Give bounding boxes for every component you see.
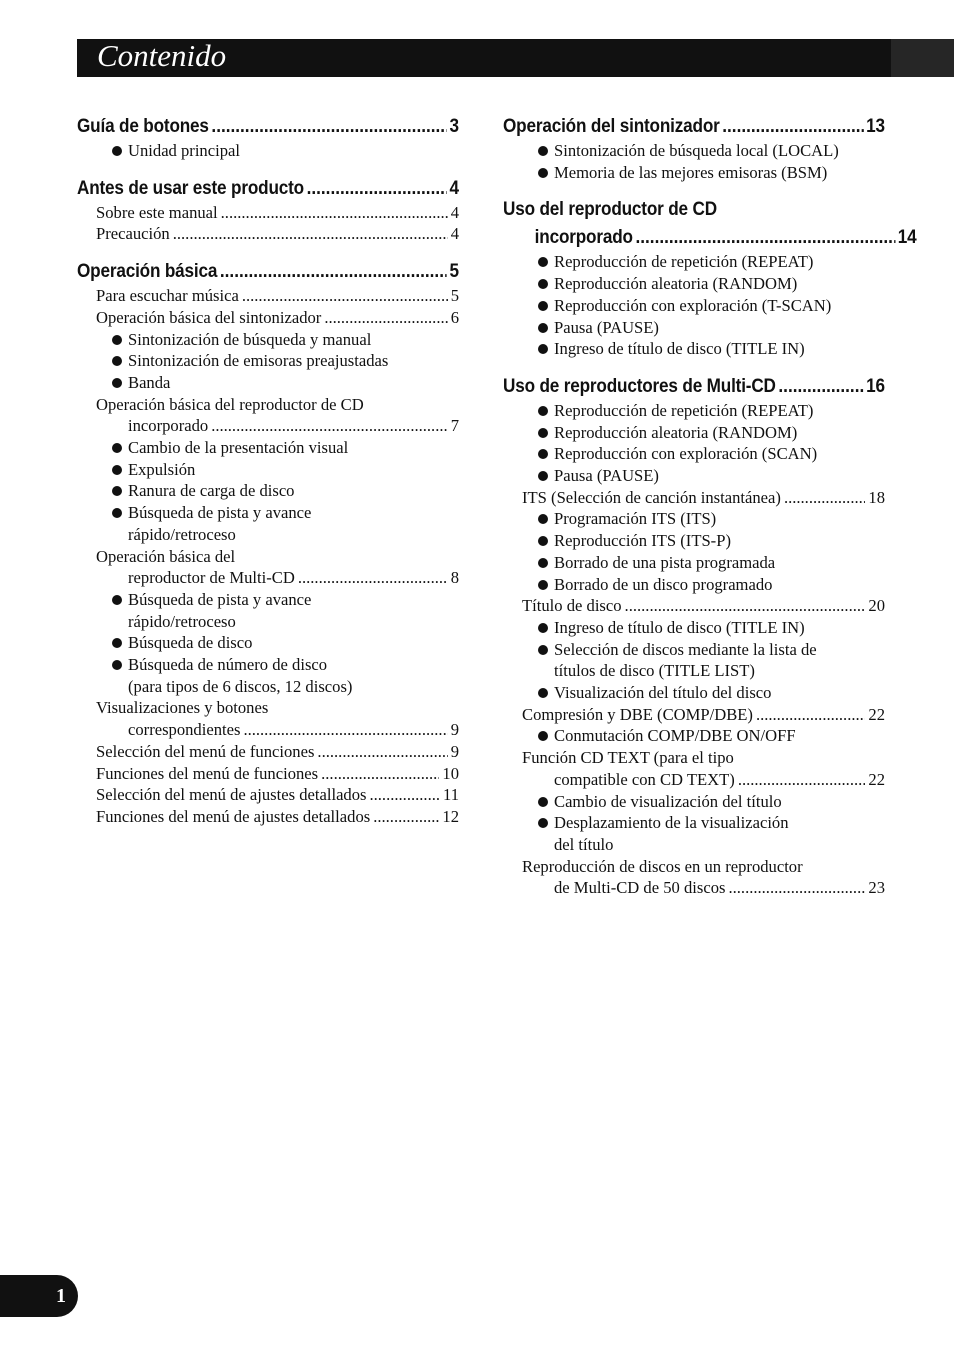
- toc-entry-cont[interactable]: compatible con CD TEXT) ..... 22: [503, 769, 885, 791]
- toc-entry[interactable]: Funciones del menú de ajustes detallados ..... 12: [77, 806, 459, 828]
- toc-bullet[interactable]: Búsqueda de pista y avance: [77, 589, 459, 611]
- toc-bullet[interactable]: Reproducción de repetición (REPEAT): [503, 400, 885, 422]
- toc-bullet[interactable]: Visualización del título del disco: [503, 682, 885, 704]
- toc-section-guia: [77, 112, 459, 162]
- toc-bullet[interactable]: Expulsión: [77, 459, 459, 481]
- toc-bullet[interactable]: Borrado de una pista programada: [503, 552, 885, 574]
- toc-bullet[interactable]: Búsqueda de pista y avance: [77, 502, 459, 524]
- toc-bullet[interactable]: Cambio de visualización del título: [503, 791, 885, 813]
- toc-bullet[interactable]: Borrado de un disco programado: [503, 574, 885, 596]
- toc-entry-cont[interactable]: reproductor de Multi-CD ..... 8: [77, 567, 459, 589]
- toc-bullet-cont: rápido/retroceso: [128, 611, 236, 631]
- bullet-icon: [112, 595, 122, 605]
- header-tab: [891, 39, 954, 77]
- toc-bullet[interactable]: Reproducción aleatoria (RANDOM): [503, 422, 885, 444]
- bullet-icon: [538, 146, 548, 156]
- toc-bullet-cont: (para tipos de 6 discos, 12 discos): [128, 676, 353, 696]
- toc-bullet[interactable]: Sintonización de búsqueda y manual: [77, 329, 459, 351]
- toc-bullet[interactable]: Pausa (PAUSE): [503, 465, 885, 487]
- toc-bullet-cont: títulos de disco (TITLE LIST): [554, 661, 755, 681]
- toc-bullet[interactable]: Ingreso de título de disco (TITLE IN): [503, 617, 885, 639]
- toc-section-multi-cd: [503, 372, 885, 899]
- bullet-icon: [538, 428, 548, 438]
- toc-entry[interactable]: Operación básica del: [96, 546, 236, 566]
- toc-bullet[interactable]: Cambio de la presentación visual: [77, 437, 459, 459]
- bullet-icon: [112, 660, 122, 670]
- page-title: Contenido: [97, 38, 227, 73]
- toc-bullet[interactable]: Ingreso de título de disco (TITLE IN): [503, 338, 885, 360]
- toc-bullet-cont: rápido/retroceso: [128, 524, 236, 544]
- toc-heading[interactable]: Uso de reproductores de Multi-CD ..... 16: [503, 372, 885, 400]
- bullet-icon: [538, 558, 548, 568]
- bullet-icon: [112, 443, 122, 453]
- toc-bullet-cont: del título: [554, 834, 614, 854]
- toc-heading[interactable]: Operación del sintonizador ..... 13: [503, 112, 885, 140]
- toc-bullet[interactable]: Búsqueda de disco: [77, 632, 459, 654]
- toc-entry[interactable]: Función CD TEXT (para el tipo: [522, 748, 734, 768]
- toc-bullet[interactable]: Sintonización de búsqueda local (LOCAL): [503, 140, 885, 162]
- bullet-icon: [112, 378, 122, 388]
- bullet-icon: [538, 168, 548, 178]
- toc-entry[interactable]: Funciones del menú de funciones ..... 10: [77, 763, 459, 785]
- toc-heading[interactable]: Operación básica ..... 5: [77, 257, 459, 285]
- bullet-icon: [112, 146, 122, 156]
- toc-bullet[interactable]: Reproducción con exploración (T-SCAN): [503, 295, 885, 317]
- toc-bullet[interactable]: Sintonización de emisoras preajustadas: [77, 350, 459, 372]
- toc-bullet[interactable]: Desplazamiento de la visualización: [503, 812, 885, 834]
- toc-heading[interactable]: Uso del reproductor de CD: [503, 198, 717, 221]
- bullet-icon: [538, 688, 548, 698]
- toc-entry[interactable]: Para escuchar música ..... 5: [77, 285, 459, 307]
- bullet-icon: [538, 301, 548, 311]
- toc-entry[interactable]: Sobre este manual ..... 4: [77, 202, 459, 224]
- toc-bullet[interactable]: Pausa (PAUSE): [503, 317, 885, 339]
- toc-bullet[interactable]: Banda: [77, 372, 459, 394]
- toc-entry-cont[interactable]: incorporado ..... 7: [77, 415, 459, 437]
- toc-bullet[interactable]: Ranura de carga de disco: [77, 480, 459, 502]
- bullet-icon: [538, 623, 548, 633]
- toc-section-sintonizador: [503, 112, 885, 183]
- toc-entry[interactable]: Operación básica del reproductor de CD: [96, 394, 364, 414]
- toc-bullet[interactable]: Reproducción de repetición (REPEAT): [503, 251, 885, 273]
- toc-bullet[interactable]: Conmutación COMP/DBE ON/OFF: [503, 725, 885, 747]
- toc-entry-cont[interactable]: correspondientes ..... 9: [77, 719, 459, 741]
- bullet-icon: [538, 406, 548, 416]
- bullet-icon: [538, 471, 548, 481]
- toc-entry[interactable]: Título de disco ..... 20: [503, 595, 885, 617]
- toc-section-antes: [77, 174, 459, 245]
- toc-right-column: [503, 112, 917, 911]
- toc-bullet[interactable]: Búsqueda de número de disco: [77, 654, 459, 676]
- toc-bullet[interactable]: Reproducción ITS (ITS-P): [503, 530, 885, 552]
- toc-entry[interactable]: Precaución ..... 4: [77, 223, 459, 245]
- toc-entry[interactable]: Selección del menú de funciones ..... 9: [77, 741, 459, 763]
- toc-entry[interactable]: Compresión y DBE (COMP/DBE) ..... 22: [503, 704, 885, 726]
- page-number-tab: [0, 1275, 78, 1317]
- toc-bullet[interactable]: Selección de discos mediante la lista de: [503, 639, 885, 661]
- toc-heading-cont[interactable]: incorporado ..... 14: [503, 223, 917, 251]
- toc-heading[interactable]: Guía de botones ..... 3: [77, 112, 459, 140]
- toc-left-column: [77, 112, 459, 840]
- toc-section-reproductor-cd: [503, 195, 917, 360]
- bullet-icon: [538, 580, 548, 590]
- toc-section-operacion-basica: [77, 257, 459, 828]
- toc-bullet[interactable]: Memoria de las mejores emisoras (BSM): [503, 162, 885, 184]
- toc-entry-cont[interactable]: de Multi-CD de 50 discos ..... 23: [503, 877, 885, 899]
- header-bar: [77, 39, 954, 77]
- bullet-icon: [538, 797, 548, 807]
- toc-entry[interactable]: ITS (Selección de canción instantánea) ..... 18: [503, 487, 885, 509]
- toc-entry[interactable]: Reproducción de discos en un reproductor: [522, 856, 803, 876]
- toc-bullet[interactable]: Reproducción aleatoria (RANDOM): [503, 273, 885, 295]
- toc-entry[interactable]: Selección del menú de ajustes detallados ..... 11: [77, 784, 459, 806]
- toc-bullet[interactable]: Reproducción con exploración (SCAN): [503, 443, 885, 465]
- toc-entry[interactable]: Operación básica del sintonizador ..... 6: [77, 307, 459, 329]
- toc-bullet[interactable]: Unidad principal: [77, 140, 459, 162]
- bullet-icon: [112, 335, 122, 345]
- bullet-icon: [538, 323, 548, 333]
- toc-entry[interactable]: Visualizaciones y botones: [96, 698, 269, 718]
- toc-bullet[interactable]: Programación ITS (ITS): [503, 508, 885, 530]
- bullet-icon: [538, 645, 548, 655]
- bullet-icon: [112, 465, 122, 475]
- page-number: 1: [56, 1285, 66, 1307]
- toc-heading[interactable]: Antes de usar este producto ..... 4: [77, 174, 459, 202]
